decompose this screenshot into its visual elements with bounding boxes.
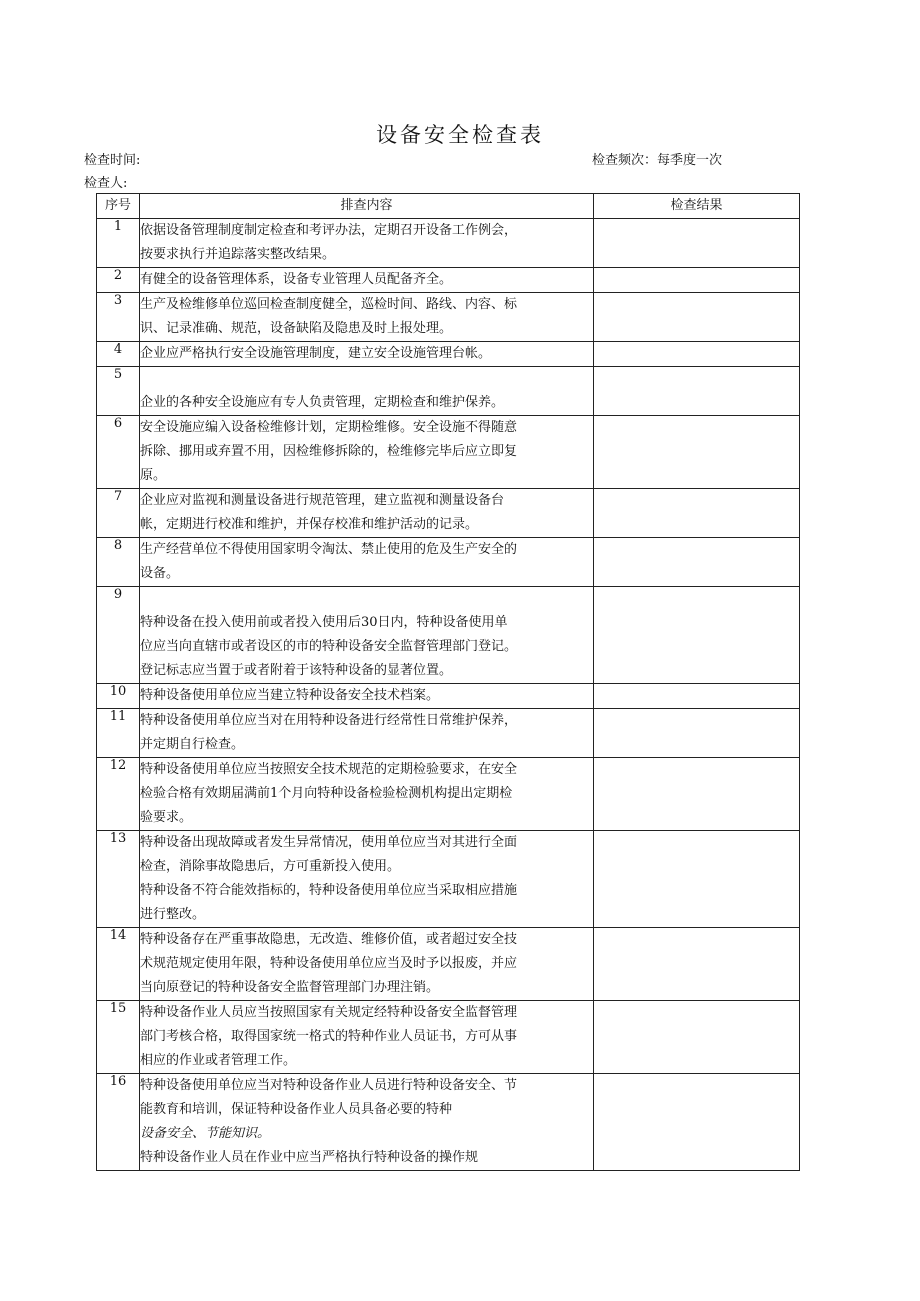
header-content: 排查内容: [140, 194, 594, 219]
check-content: [140, 1001, 594, 1074]
content-line: 检查，消除事故隐患后，方可重新投入使用。: [140, 859, 401, 874]
check-result-cell[interactable]: [594, 416, 800, 489]
content-line: 安全设施应编入设备检维修计划，定期检维修。安全设施不得随意: [140, 420, 518, 435]
check-result-cell[interactable]: [594, 1001, 800, 1074]
check-result-cell[interactable]: [594, 489, 800, 538]
table-row: [97, 1001, 800, 1074]
page-title: 设备安全检查表: [376, 123, 544, 147]
check-content: [140, 587, 594, 684]
content-line: 企业应对监视和测量设备进行规范管理，建立监视和测量设备台: [140, 493, 505, 508]
content-line: 并定期自行检查。: [140, 737, 245, 752]
row-number: 11: [97, 709, 140, 758]
content-line: 生产及检维修单位巡回检查制度健全，巡检时间、路线、内容、标: [140, 297, 518, 312]
content-line: 依据设备管理制度制定检查和考评办法，定期召开设备工作例会，: [140, 223, 518, 238]
row-number: 6: [97, 416, 140, 489]
row-number: 2: [97, 268, 140, 293]
table-row: [97, 538, 800, 587]
check-content: [140, 342, 594, 367]
table-row: [97, 758, 800, 831]
row-number: 16: [97, 1074, 140, 1171]
content-line: 特种设备存在严重事故隐患，无改造、维修价值，或者超过安全技: [140, 932, 518, 947]
inspection-time-label: 检查时间:: [84, 153, 141, 168]
inspector-label: 检查人:: [84, 176, 128, 191]
check-content: [140, 367, 594, 416]
content-line: 特种设备使用单位应当对特种设备作业人员进行特种设备安全、节: [140, 1078, 518, 1093]
content-line: 原。: [140, 468, 167, 483]
content-line: [140, 587, 593, 611]
content-line: 企业应严格执行安全设施管理制度，建立安全设施管理台帐。: [140, 346, 492, 361]
content-line: 特种设备使用单位应当建立特种设备安全技术档案。: [140, 688, 440, 703]
check-result-cell[interactable]: [594, 293, 800, 342]
row-number: 7: [97, 489, 140, 538]
content-line: 生产经营单位不得使用国家明令淘汰、禁止使用的危及生产安全的: [140, 542, 518, 557]
content-line: 相应的作业或者管理工作。: [140, 1053, 297, 1068]
content-line: 能教育和培训，保证特种设备作业人员具备必要的特种: [140, 1102, 453, 1117]
row-number: 15: [97, 1001, 140, 1074]
check-result-cell[interactable]: [594, 684, 800, 709]
content-line: 进行整改。: [140, 907, 206, 922]
row-number: 1: [97, 219, 140, 268]
table-row: [97, 293, 800, 342]
table-row: [97, 367, 800, 416]
check-result-cell[interactable]: [594, 831, 800, 928]
table-row: [97, 489, 800, 538]
header-result: 检查结果: [594, 194, 800, 219]
table-row: [97, 684, 800, 709]
row-number: 3: [97, 293, 140, 342]
check-content: [140, 293, 594, 342]
content-line: 有健全的设备管理体系，设备专业管理人员配备齐全。: [140, 272, 453, 287]
check-result-cell[interactable]: [594, 538, 800, 587]
content-line: 按要求执行并追踪落实整改结果。: [140, 247, 336, 262]
header-no: 序号: [97, 194, 140, 219]
content-line: 特种设备使用单位应当对在用特种设备进行经常性日常维护保养，: [140, 713, 518, 728]
check-result-cell[interactable]: [594, 342, 800, 367]
content-line: 拆除、挪用或弃置不用，因检维修拆除的，检维修完毕后应立即复: [140, 444, 518, 459]
check-content: [140, 831, 594, 928]
table-row: [97, 219, 800, 268]
check-content: [140, 538, 594, 587]
table-header-row: [97, 194, 800, 219]
content-line: 特种设备作业人员应当按照国家有关规定经特种设备安全监督管理: [140, 1005, 518, 1020]
check-result-cell[interactable]: [594, 268, 800, 293]
table-row: [97, 416, 800, 489]
table-row: [97, 342, 800, 367]
content-line: 检验合格有效期届满前1个月向特种设备检验检测机构提出定期检: [140, 786, 513, 801]
content-line: 识、记录准确、规范，设备缺陷及隐患及时上报处理。: [140, 321, 453, 336]
content-line: 帐，定期进行校准和维护，并保存校准和维护活动的记录。: [140, 517, 479, 532]
content-line: 企业的各种安全设施应有专人负责管理，定期检查和维护保养。: [140, 395, 505, 410]
table-row: [97, 268, 800, 293]
table-row: [97, 587, 800, 684]
content-line: 部门考核合格，取得国家统一格式的特种作业人员证书，方可从事: [140, 1029, 518, 1044]
check-content: [140, 268, 594, 293]
check-result-cell[interactable]: [594, 587, 800, 684]
check-result-cell[interactable]: [594, 1074, 800, 1171]
check-content: [140, 709, 594, 758]
check-result-cell[interactable]: [594, 367, 800, 416]
row-number: 5: [97, 367, 140, 416]
table-row: [97, 709, 800, 758]
inspection-table: [96, 193, 800, 1171]
content-line: 设备。: [140, 566, 180, 581]
content-line: 特种设备在投入使用前或者投入使用后30日内，特种设备使用单: [140, 615, 508, 630]
check-result-cell[interactable]: [594, 928, 800, 1001]
check-content: [140, 928, 594, 1001]
check-content: [140, 684, 594, 709]
row-number: 9: [97, 587, 140, 684]
check-result-cell[interactable]: [594, 758, 800, 831]
table-row: [97, 831, 800, 928]
content-line: 特种设备作业人员在作业中应当严格执行特种设备的操作规: [140, 1150, 479, 1165]
inspection-frequency-label: 检查频次：每季度一次: [592, 153, 723, 168]
content-line: [140, 367, 593, 391]
content-line: 特种设备出现故障或者发生异常情况，使用单位应当对其进行全面: [140, 835, 518, 850]
row-number: 8: [97, 538, 140, 587]
row-number: 12: [97, 758, 140, 831]
content-line: 特种设备不符合能效指标的，特种设备使用单位应当采取相应措施: [140, 883, 518, 898]
content-line: 设备安全、节能知识。: [140, 1126, 271, 1141]
check-content: [140, 219, 594, 268]
table-row: [97, 1074, 800, 1171]
check-content: [140, 416, 594, 489]
check-result-cell[interactable]: [594, 219, 800, 268]
row-number: 4: [97, 342, 140, 367]
content-line: 验要求。: [140, 810, 193, 825]
check-content: [140, 758, 594, 831]
content-line: 位应当向直辖市或者设区的市的特种设备安全监督管理部门登记。: [140, 639, 518, 654]
content-line: 特种设备使用单位应当按照安全技术规范的定期检验要求，在安全: [140, 762, 518, 777]
content-line: 术规范规定使用年限，特种设备使用单位应当及时予以报废，并应: [140, 956, 518, 971]
row-number: 13: [97, 831, 140, 928]
check-content: [140, 489, 594, 538]
row-number: 10: [97, 684, 140, 709]
check-content: [140, 1074, 594, 1171]
check-result-cell[interactable]: [594, 709, 800, 758]
row-number: 14: [97, 928, 140, 1001]
content-line: 当向原登记的特种设备安全监督管理部门办理注销。: [140, 980, 440, 995]
table-row: [97, 928, 800, 1001]
content-line: 登记标志应当置于或者附着于该特种设备的显著位置。: [140, 663, 453, 678]
